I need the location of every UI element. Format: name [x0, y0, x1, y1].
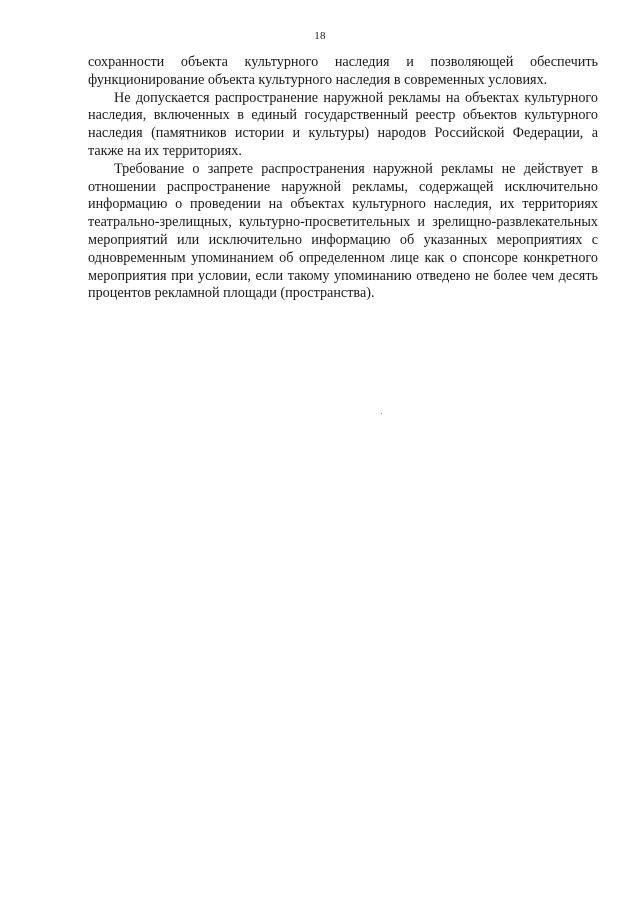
paragraph-advertising-ban: Не допускается распространение наружной рекламы на объектах культурного наследия, включенных в единый государственный реестр объектов культурного наследия (памятников истории и культуры) народов Российской Федерации, а также на их территориях. — [88, 89, 598, 159]
document-body — [88, 54, 598, 303]
page-number: 18 — [314, 30, 326, 42]
paragraph-continuation: сохранности объекта культурного наследия и позволяющей обеспечить функционирование объекта культурного наследия в современных условиях. — [88, 54, 598, 88]
scan-speck — [381, 413, 382, 414]
paragraph-ban-exception: Требование о запрете распространения наружной рекламы не действует в отношении распространение наружной рекламы, содержащей исключительно информацию о проведении на объектах культурного наследия, их территориях театрально-зрелищных, культурно-просветительных и зрелищно-развлекательных мероприятий или исключительно информацию об указанных мероприятиях с одновременным упоминанием об определенном лице как о спонсоре конкретного мероприятия при условии, если такому упоминанию отведено не более чем десять процентов рекламной площади (пространства). — [88, 160, 598, 302]
